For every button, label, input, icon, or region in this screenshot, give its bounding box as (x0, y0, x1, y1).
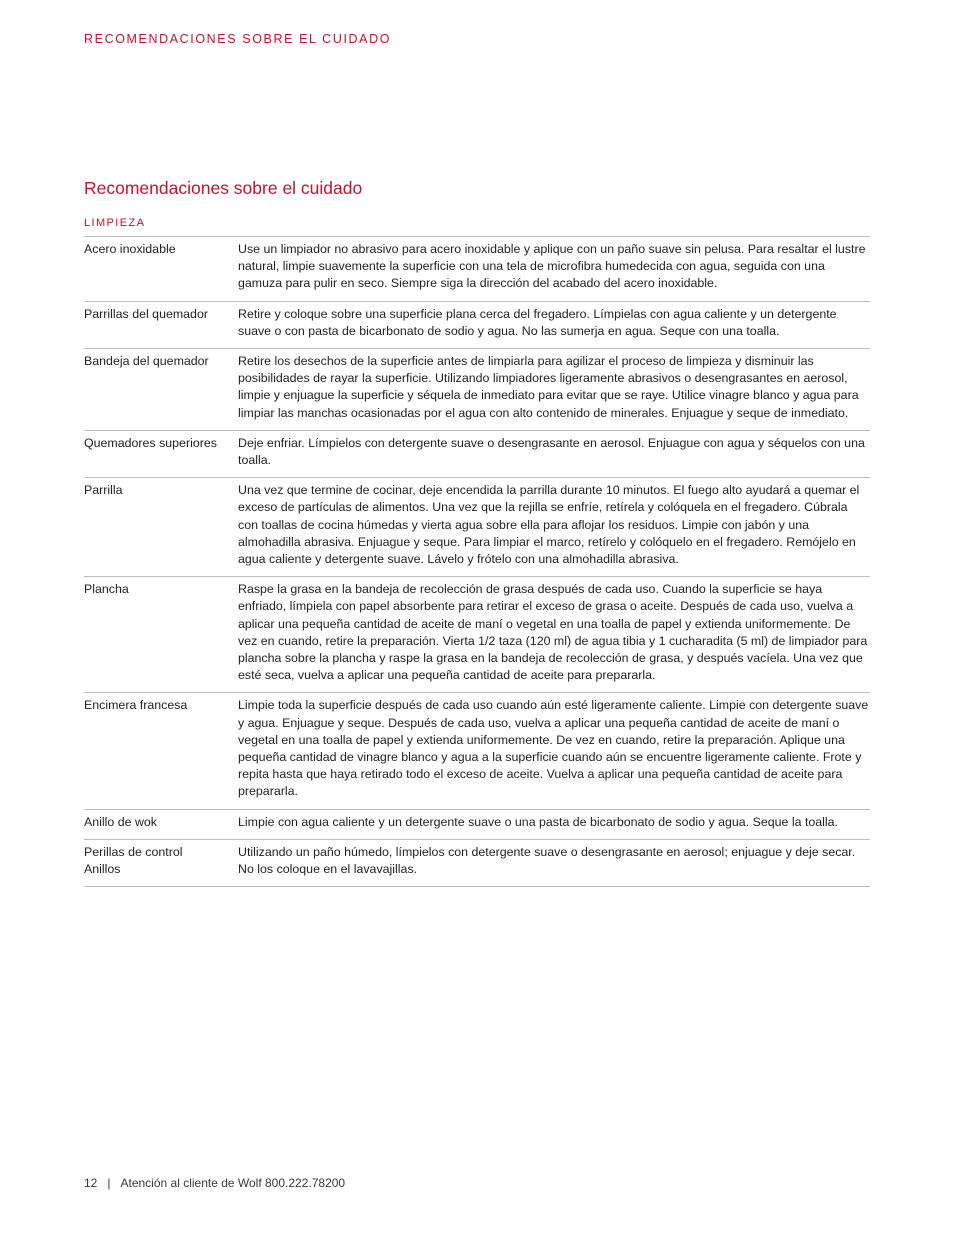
row-description: Utilizando un paño húmedo, límpielos con detergente suave o desengrasante en aerosol; enjuague y deje secar. No los coloque en el lavavajillas. (238, 844, 856, 877)
row-label: Bandeja del quemador (84, 354, 209, 369)
row-description: Raspe la grasa en la bandeja de recolección de grasa después de cada uso. Cuando la superficie se haya enfriado, límpiela con papel absorbente para retirar el exceso de grasa o aceite. Después de cada uso, vuelva a aplicar una pequeña cantidad de aceite de maní o vegetal en una toalla de papel y extienda uniformemente. De vez en cuando, retire la preparación. Vierta 1/2 taza (120 ml) de agua tibia y 1 cucharadita (5 ml) de limpiador para plancha sobre la plancha y raspe la grasa en la bandeja de recolección de grasa, y después vacíela. Una vez que esté seca, vuelva a aplicar una pequeña cantidad de aceite para prepararla. (238, 582, 868, 683)
care-table (84, 236, 870, 887)
table-row (84, 810, 870, 840)
table-row (84, 431, 870, 478)
table-row (84, 302, 870, 349)
row-description: Limpie con agua caliente y un detergente suave o una pasta de bicarbonato de sodio y agua. Seque la toalla. (238, 814, 839, 829)
running-header: RECOMENDACIONES SOBRE EL CUIDADO (84, 32, 392, 46)
row-description: Deje enfriar. Límpielos con detergente suave o desengrasante en aerosol. Enjuague con agua y séquelos con una toalla. (238, 435, 865, 468)
table-row (84, 237, 870, 302)
page-footer (84, 1176, 345, 1190)
row-label: Parrilla (84, 483, 123, 498)
section-title: Recomendaciones sobre el cuidado (84, 178, 363, 198)
row-label: Encimera francesa (84, 698, 188, 713)
table-row (84, 349, 870, 431)
footer-separator: | (107, 1176, 111, 1190)
section-subhead: LIMPIEZA (84, 217, 146, 229)
row-label: Anillo de wok (84, 814, 158, 829)
row-label: Perillas de control Anillos (84, 844, 183, 877)
row-description: Una vez que termine de cocinar, deje encendida la parrilla durante 10 minutos. El fuego alto ayudará a quemar el exceso de partículas de alimentos. Una vez que la rejilla se enfríe, retírela y colóquela en el fregadero. Cúbrala con toallas de cocina húmedas y vierta agua sobre ella para aflojar los residuos. Limpie con jabón y una almohadilla abrasiva. Enjuague y seque. Para limpiar el marco, retírelo y colóquelo en el fregadero. Remójelo en agua caliente y detergente suave. Lávelo y frótelo con una almohadilla abrasiva. (238, 483, 860, 567)
row-label: Plancha (84, 582, 129, 597)
table-row (84, 840, 870, 887)
row-description: Retire los desechos de la superficie antes de limpiarla para agilizar el proceso de limpieza y disminuir las posibilidades de rayar la superficie. Utilizando limpiadores ligeramente abrasivos o desengrasantes en aerosol, limpie y enjuague la superficie y séquela de inmediato para evitar que se raye. Utilice vinagre blanco y agua para limpiar las manchas ocasionadas por el agua con alto contenido de minerales. Enjuague y seque de inmediato. (238, 354, 859, 420)
row-description: Use un limpiador no abrasivo para acero inoxidable y aplique con un paño suave sin pelusa. Para resaltar el lustre natural, limpie suavemente la superficie con una tela de microfibra humedecida con agua, seguida con una gamuza para pulir en seco. Siempre siga la dirección del acabado del acero inoxidable. (238, 242, 866, 291)
customer-service-text: Atención al cliente de Wolf 800.222.78200 (120, 1176, 346, 1190)
table-row (84, 478, 870, 577)
row-description: Retire y coloque sobre una superficie plana cerca del fregadero. Límpielas con agua caliente y un detergente suave o con pasta de bicarbonato de sodio y agua. No las sumerja en agua. Seque con una toalla. (238, 306, 837, 338)
table-row (84, 693, 870, 809)
page-number: 12 (84, 1176, 98, 1190)
table-row (84, 577, 870, 693)
row-label: Quemadores superiores (84, 435, 217, 450)
row-label: Parrillas del quemador (84, 306, 208, 321)
row-label: Acero inoxidable (84, 242, 176, 256)
row-description: Limpie toda la superficie después de cada uso cuando aún esté ligeramente caliente. Limpie con detergente suave y agua. Enjuague y seque. Después de cada uso, vuelva a aplicar una pequeña cantidad de aceite de maní o vegetal en una toalla de papel y extienda uniformemente. De vez en cuando, retire la preparación. Aplique una pequeña cantidad de vinagre blanco y agua a la superficie cuando aún se encuentre ligeramente caliente. Frote y repita hasta que haya retirado todo el exceso de aceite. Vuelva a aplicar una pequeña cantidad de aceite para prepararla. (238, 698, 869, 799)
